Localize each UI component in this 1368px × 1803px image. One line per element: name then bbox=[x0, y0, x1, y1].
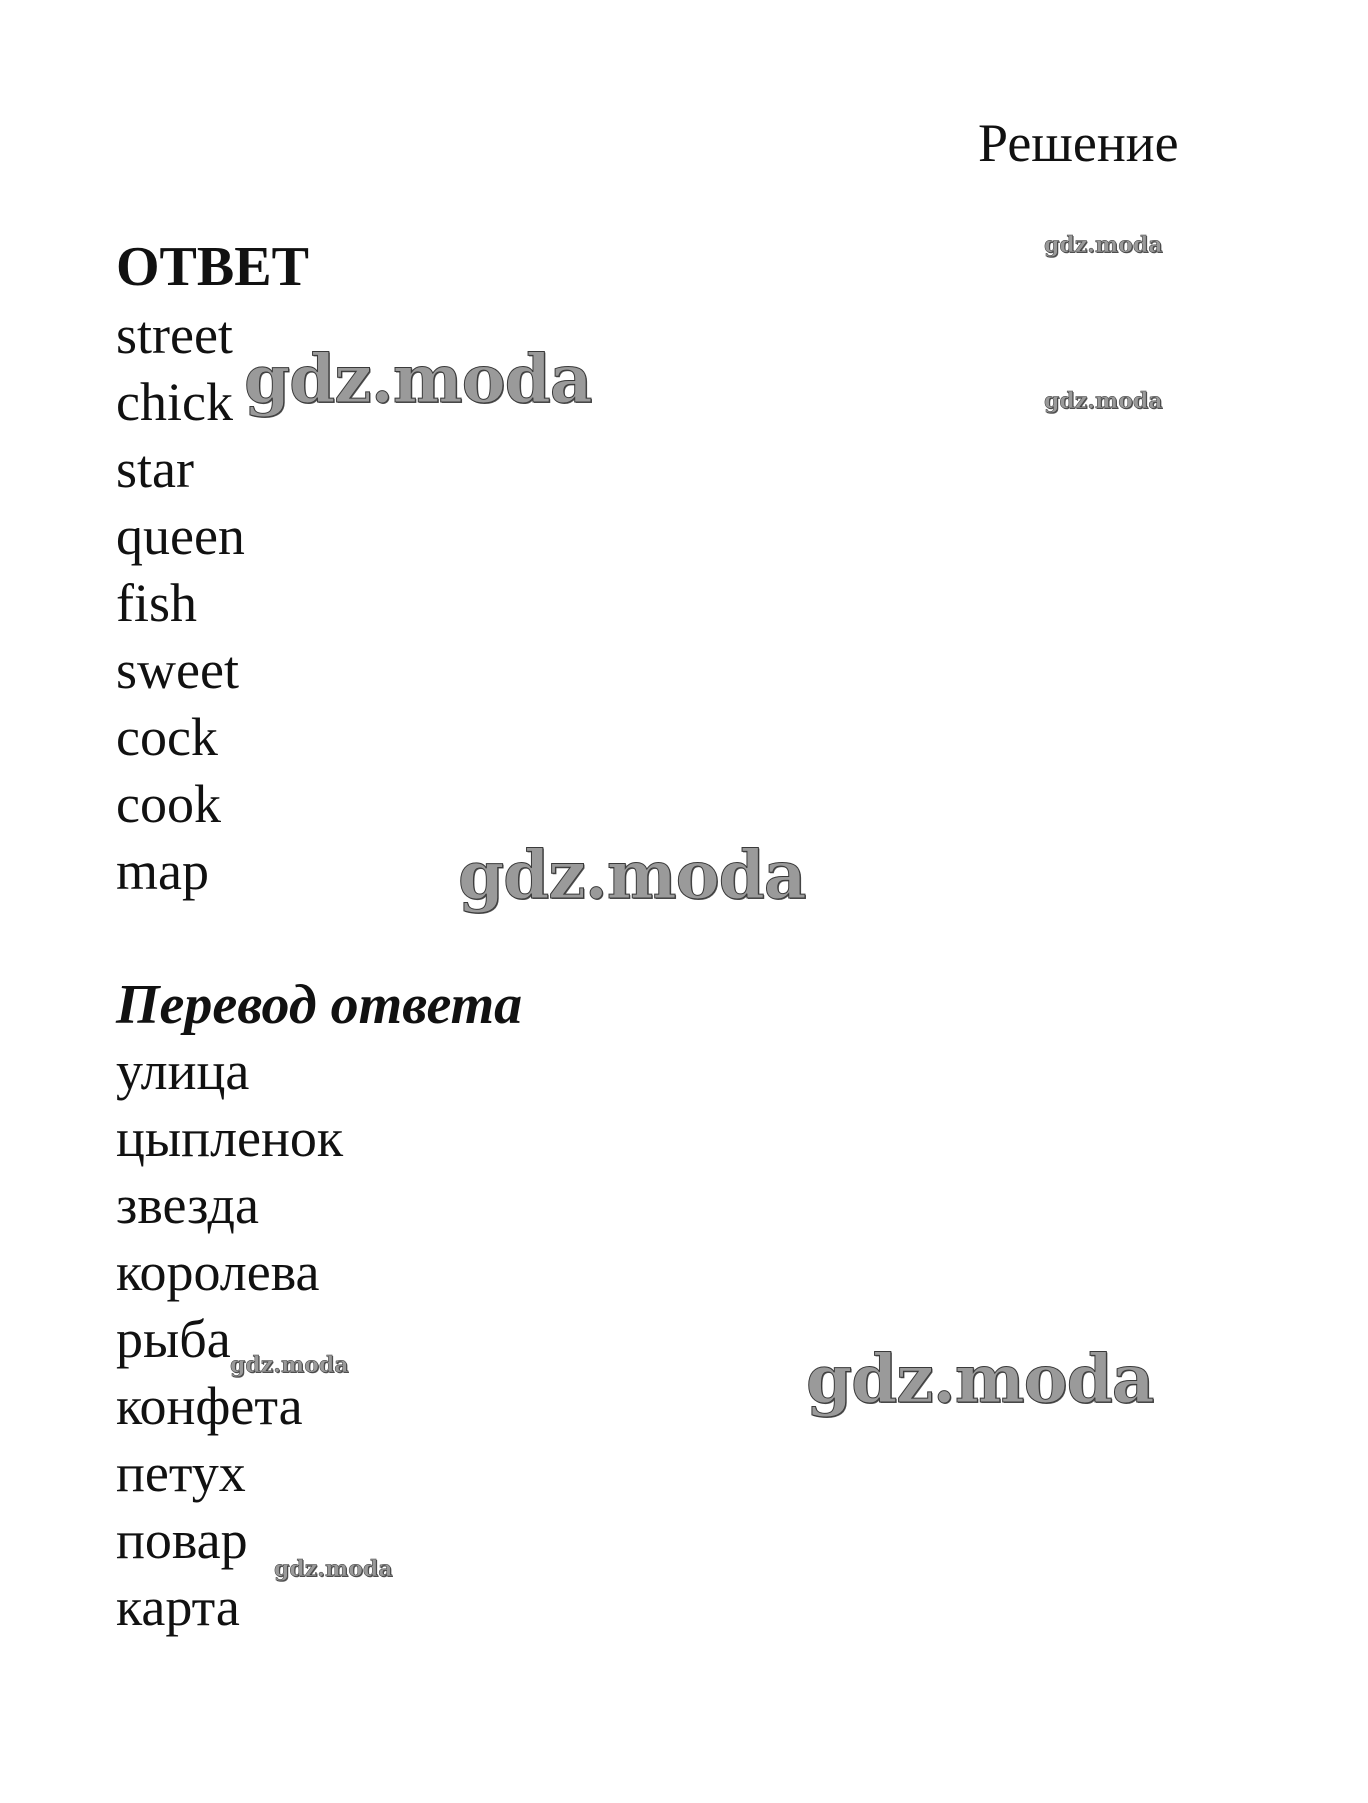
watermark: gdz.moda bbox=[1044, 388, 1163, 414]
answer-item: street bbox=[116, 305, 233, 365]
translation-item: петух bbox=[116, 1443, 246, 1503]
translation-list bbox=[116, 1038, 343, 1641]
watermark: gdz.moda bbox=[1044, 232, 1163, 258]
translation-item: рыба bbox=[116, 1309, 231, 1369]
page-heading: Решение bbox=[978, 113, 1179, 173]
answer-item: star bbox=[116, 439, 194, 499]
watermark: gdz.moda bbox=[806, 1340, 1154, 1418]
translation-item: королева bbox=[116, 1242, 320, 1302]
answer-list bbox=[116, 302, 245, 905]
translation-item: цыпленок bbox=[116, 1108, 344, 1168]
translation-title: Перевод ответа bbox=[116, 974, 523, 1036]
watermark: gdz.moda bbox=[244, 340, 592, 418]
translation-item: повар bbox=[116, 1510, 248, 1570]
watermark: gdz.moda bbox=[274, 1556, 393, 1582]
translation-item: карта bbox=[116, 1577, 240, 1637]
answer-item: sweet bbox=[116, 640, 239, 700]
answer-item: map bbox=[116, 841, 209, 901]
answer-item: chick bbox=[116, 372, 233, 432]
translation-item: конфета bbox=[116, 1376, 303, 1436]
translation-item: улица bbox=[116, 1041, 250, 1101]
answer-item: cook bbox=[116, 774, 221, 834]
answer-item: queen bbox=[116, 506, 245, 566]
watermark: gdz.moda bbox=[230, 1352, 349, 1378]
watermark: gdz.moda bbox=[458, 836, 806, 914]
answer-item: fish bbox=[116, 573, 197, 633]
answer-title: ОТВЕТ bbox=[116, 236, 309, 298]
answer-item: cock bbox=[116, 707, 218, 767]
translation-item: звезда bbox=[116, 1175, 259, 1235]
